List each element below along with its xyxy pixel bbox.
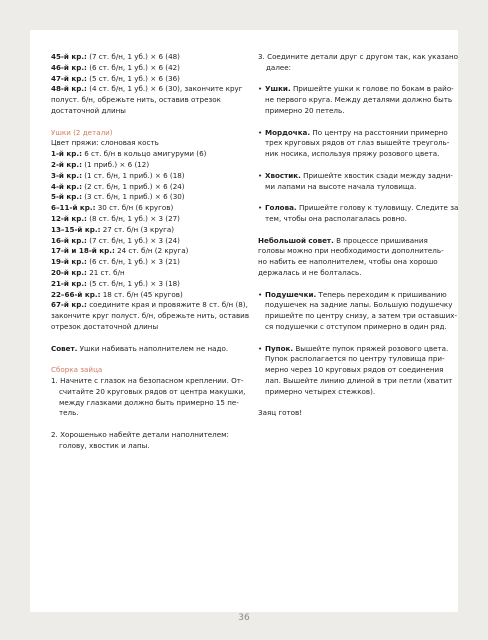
ear-round-67-cont: закончите круг полуст. б/н, обрежьте нить, оставив — [51, 311, 250, 321]
round-48 — [51, 84, 243, 95]
round-label: 6–11-й кр.: — [51, 203, 96, 213]
bullet-text: лап. Вышейте линию длиной в три петли (хватит — [265, 375, 453, 385]
ear-round-13-15 — [51, 225, 236, 236]
bullet-text: Теперь переходим к пришиванию — [318, 289, 447, 299]
round-text: (7 ст. б/н, 1 уб.) × 6 (48) — [89, 52, 180, 61]
bullet-ears — [258, 84, 454, 116]
bullet-label: Пупок. — [265, 343, 294, 353]
step-3-line: далее: — [266, 62, 292, 72]
round-label: 17-й и 18-й кр.: — [51, 246, 115, 256]
bullet-label: Подушечки. — [265, 289, 317, 299]
round-text: (6 ст. б/н, 1 уб.) × 3 (21) — [89, 257, 180, 267]
bullet-text: Вышейте пупок пряжей розового цвета. — [295, 343, 449, 353]
bullet-text: Пупок располагается по центру туловища при- — [265, 354, 445, 364]
round-text: соедините края и провяжите 8 ст. б/н (8), — [89, 300, 248, 310]
bullet-icon: • — [258, 289, 263, 299]
round-text: (4 ст. б/н, 1 уб.) × 6 (30), закончите круг — [89, 84, 243, 94]
tip-label: Небольшой совет. — [258, 235, 334, 245]
round-text: (2 ст. б/н, 1 приб.) × 6 (24) — [84, 181, 185, 191]
bullet-muzzle — [258, 128, 448, 160]
tip-text: но набить ее наполнителем, чтобы она хорошо — [258, 257, 438, 267]
round-label: 46-й кр.: — [51, 62, 87, 72]
ear-round-5 — [51, 192, 236, 203]
book-page — [30, 30, 459, 623]
bullet-text: тем, чтобы она располагалась ровно. — [265, 213, 407, 223]
round-text: (6 ст. б/н, 1 уб.) × 6 (42) — [89, 62, 180, 72]
round-text: (3 ст. б/н, 1 приб.) × 6 (30) — [84, 192, 185, 202]
bullet-label: Мордочка. — [265, 127, 311, 137]
round-label: 20-й кр.: — [51, 267, 87, 277]
round-text: 18 ст. б/н (45 кругов) — [102, 289, 183, 299]
round-text: (5 ст. б/н, 1 уб.) × 6 (36) — [89, 73, 180, 83]
bullet-text: примерно четырех стежков). — [265, 386, 376, 396]
step-3-line: 3. Соедините детали друг с другом так, как указано — [258, 52, 459, 61]
step-1-line: считайте 20 круговых рядов от центра макушки, — [59, 386, 246, 396]
bullet-pads — [258, 289, 458, 333]
round-46 — [51, 63, 236, 74]
bullet-text: Пришейте ушки к голове по бокам в райо- — [292, 84, 454, 94]
ear-round-67 — [51, 300, 248, 311]
ears-tip — [51, 344, 236, 355]
round-label: 2-й кр.: — [51, 159, 82, 169]
round-48-cont2: достаточной длины — [51, 105, 126, 115]
bullet-text: ся подушечки с отступом примерно в один ряд. — [265, 321, 447, 331]
round-text: 24 ст. б/н (2 круга) — [117, 246, 189, 256]
round-47 — [51, 74, 236, 85]
step-1-line: тель. — [59, 408, 79, 418]
bullet-label: Голова. — [265, 203, 297, 213]
round-text: 30 ст. б/н (6 кругов) — [97, 203, 174, 213]
step-1-line: между глазками должно быть примерно 15 пе- — [59, 397, 239, 407]
bullet-label: Хвостик. — [265, 170, 301, 180]
right-column — [258, 52, 459, 419]
round-text: (1 ст. б/н, 1 приб.) × 6 (18) — [84, 170, 185, 180]
ear-round-22-66 — [51, 290, 236, 301]
round-label: 21-й кр.: — [51, 278, 87, 288]
bullet-text: Пришейте хвостик сзади между задни- — [303, 170, 453, 180]
tip-label: Совет. — [51, 343, 78, 353]
ear-round-16 — [51, 236, 236, 247]
assembly-heading: Сборка зайца — [51, 365, 103, 375]
round-48-cont: полуст. б/н, обрежьте нить, оставив отрезок — [51, 95, 221, 105]
bullet-icon: • — [258, 203, 263, 213]
bullet-text: ник носика, используя пряжу розового цвета. — [265, 149, 440, 159]
bullet-text: пришейте по центру снизу, а затем три оставших- — [265, 311, 458, 321]
ear-round-17-18 — [51, 246, 236, 257]
small-tip — [258, 236, 448, 279]
round-text: (5 ст. б/н, 1 уб.) × 3 (18) — [89, 278, 180, 288]
step-2-line: 2. Хорошенько набейте детали наполнителем: — [51, 429, 229, 439]
round-text: 6 ст. б/н в кольцо амигуруми (6) — [84, 149, 207, 159]
round-label: 12-й кр.: — [51, 213, 87, 223]
round-label: 4-й кр.: — [51, 181, 82, 191]
tip-text: В процессе пришивания — [336, 235, 428, 245]
ears-heading: Ушки (2 детали) — [51, 127, 113, 137]
ear-round-21 — [51, 279, 236, 290]
bullet-text: ми лапами на высоте начала туловища. — [265, 181, 417, 191]
tip-text: Ушки набивать наполнителем не надо. — [79, 343, 229, 353]
tip-text: держалась и не болталась. — [258, 267, 362, 277]
bullet-text: не первого круга. Между деталями должно быть — [265, 95, 453, 105]
bullet-icon: • — [258, 170, 263, 180]
bullet-label: Ушки. — [265, 84, 291, 94]
ear-round-67-cont2: отрезок достаточной длины — [51, 321, 159, 331]
bullet-icon: • — [258, 127, 263, 137]
tip-text: головы можно при необходимости дополнитель- — [258, 246, 444, 256]
yarn-color: Цвет пряжи: слоновая кость — [51, 138, 159, 148]
left-column — [51, 52, 250, 451]
round-label: 22–66-й кр.: — [51, 289, 101, 299]
round-label: 48-й кр.: — [51, 84, 87, 94]
round-label: 47-й кр.: — [51, 73, 87, 83]
step-1-line: 1. Начните с глазок на безопасном креплении. От- — [51, 375, 244, 385]
round-text: (7 ст. б/н, 1 уб.) × 3 (24) — [89, 235, 180, 245]
ear-round-20 — [51, 268, 236, 279]
round-45 — [51, 52, 236, 63]
bullet-icon: • — [258, 343, 263, 353]
bullet-icon: • — [258, 84, 263, 94]
done-text: Заяц готов! — [258, 408, 303, 418]
bullet-text: мерно через 10 круговых рядов от соединения — [265, 365, 444, 375]
round-label: 3-й кр.: — [51, 170, 82, 180]
page-number: 36 — [238, 613, 250, 623]
round-label: 16-й кр.: — [51, 235, 87, 245]
round-text: 21 ст. б/н — [89, 267, 125, 277]
bullet-text: Пришейте голову к туловищу. Следите за — [298, 203, 459, 213]
bullet-tail — [258, 170, 453, 193]
round-label: 19-й кр.: — [51, 257, 87, 267]
bullet-navel — [258, 343, 453, 398]
round-label: 13–15-й кр.: — [51, 224, 101, 234]
ear-round-4 — [51, 182, 236, 193]
round-label: 1-й кр.: — [51, 149, 82, 159]
ear-round-12 — [51, 214, 236, 225]
bullet-text: примерно 20 петель. — [265, 105, 345, 115]
bullet-text: трех круговых рядов от глаз вышейте треуголь- — [265, 138, 450, 148]
ear-round-6-11 — [51, 203, 236, 214]
bullet-text: подушечек на задние лапы. Большую подушечку — [265, 300, 453, 310]
ear-round-19 — [51, 257, 236, 268]
step-2-line: голову, хвостик и лапы. — [59, 440, 150, 450]
ear-round-3 — [51, 171, 236, 182]
bullet-head — [258, 203, 459, 225]
bullet-text: По центру на расстоянии примерно — [312, 127, 448, 137]
round-label: 5-й кр.: — [51, 192, 82, 202]
round-label: 45-й кр.: — [51, 52, 87, 61]
round-text: (1 приб.) × 6 (12) — [84, 159, 150, 169]
ear-round-2 — [51, 160, 236, 171]
round-label: 67-й кр.: — [51, 300, 87, 310]
ear-round-1 — [51, 149, 236, 160]
round-text: (8 ст. б/н, 1 уб.) × 3 (27) — [89, 213, 180, 223]
round-text: 27 ст. б/н (3 круга) — [102, 224, 175, 234]
